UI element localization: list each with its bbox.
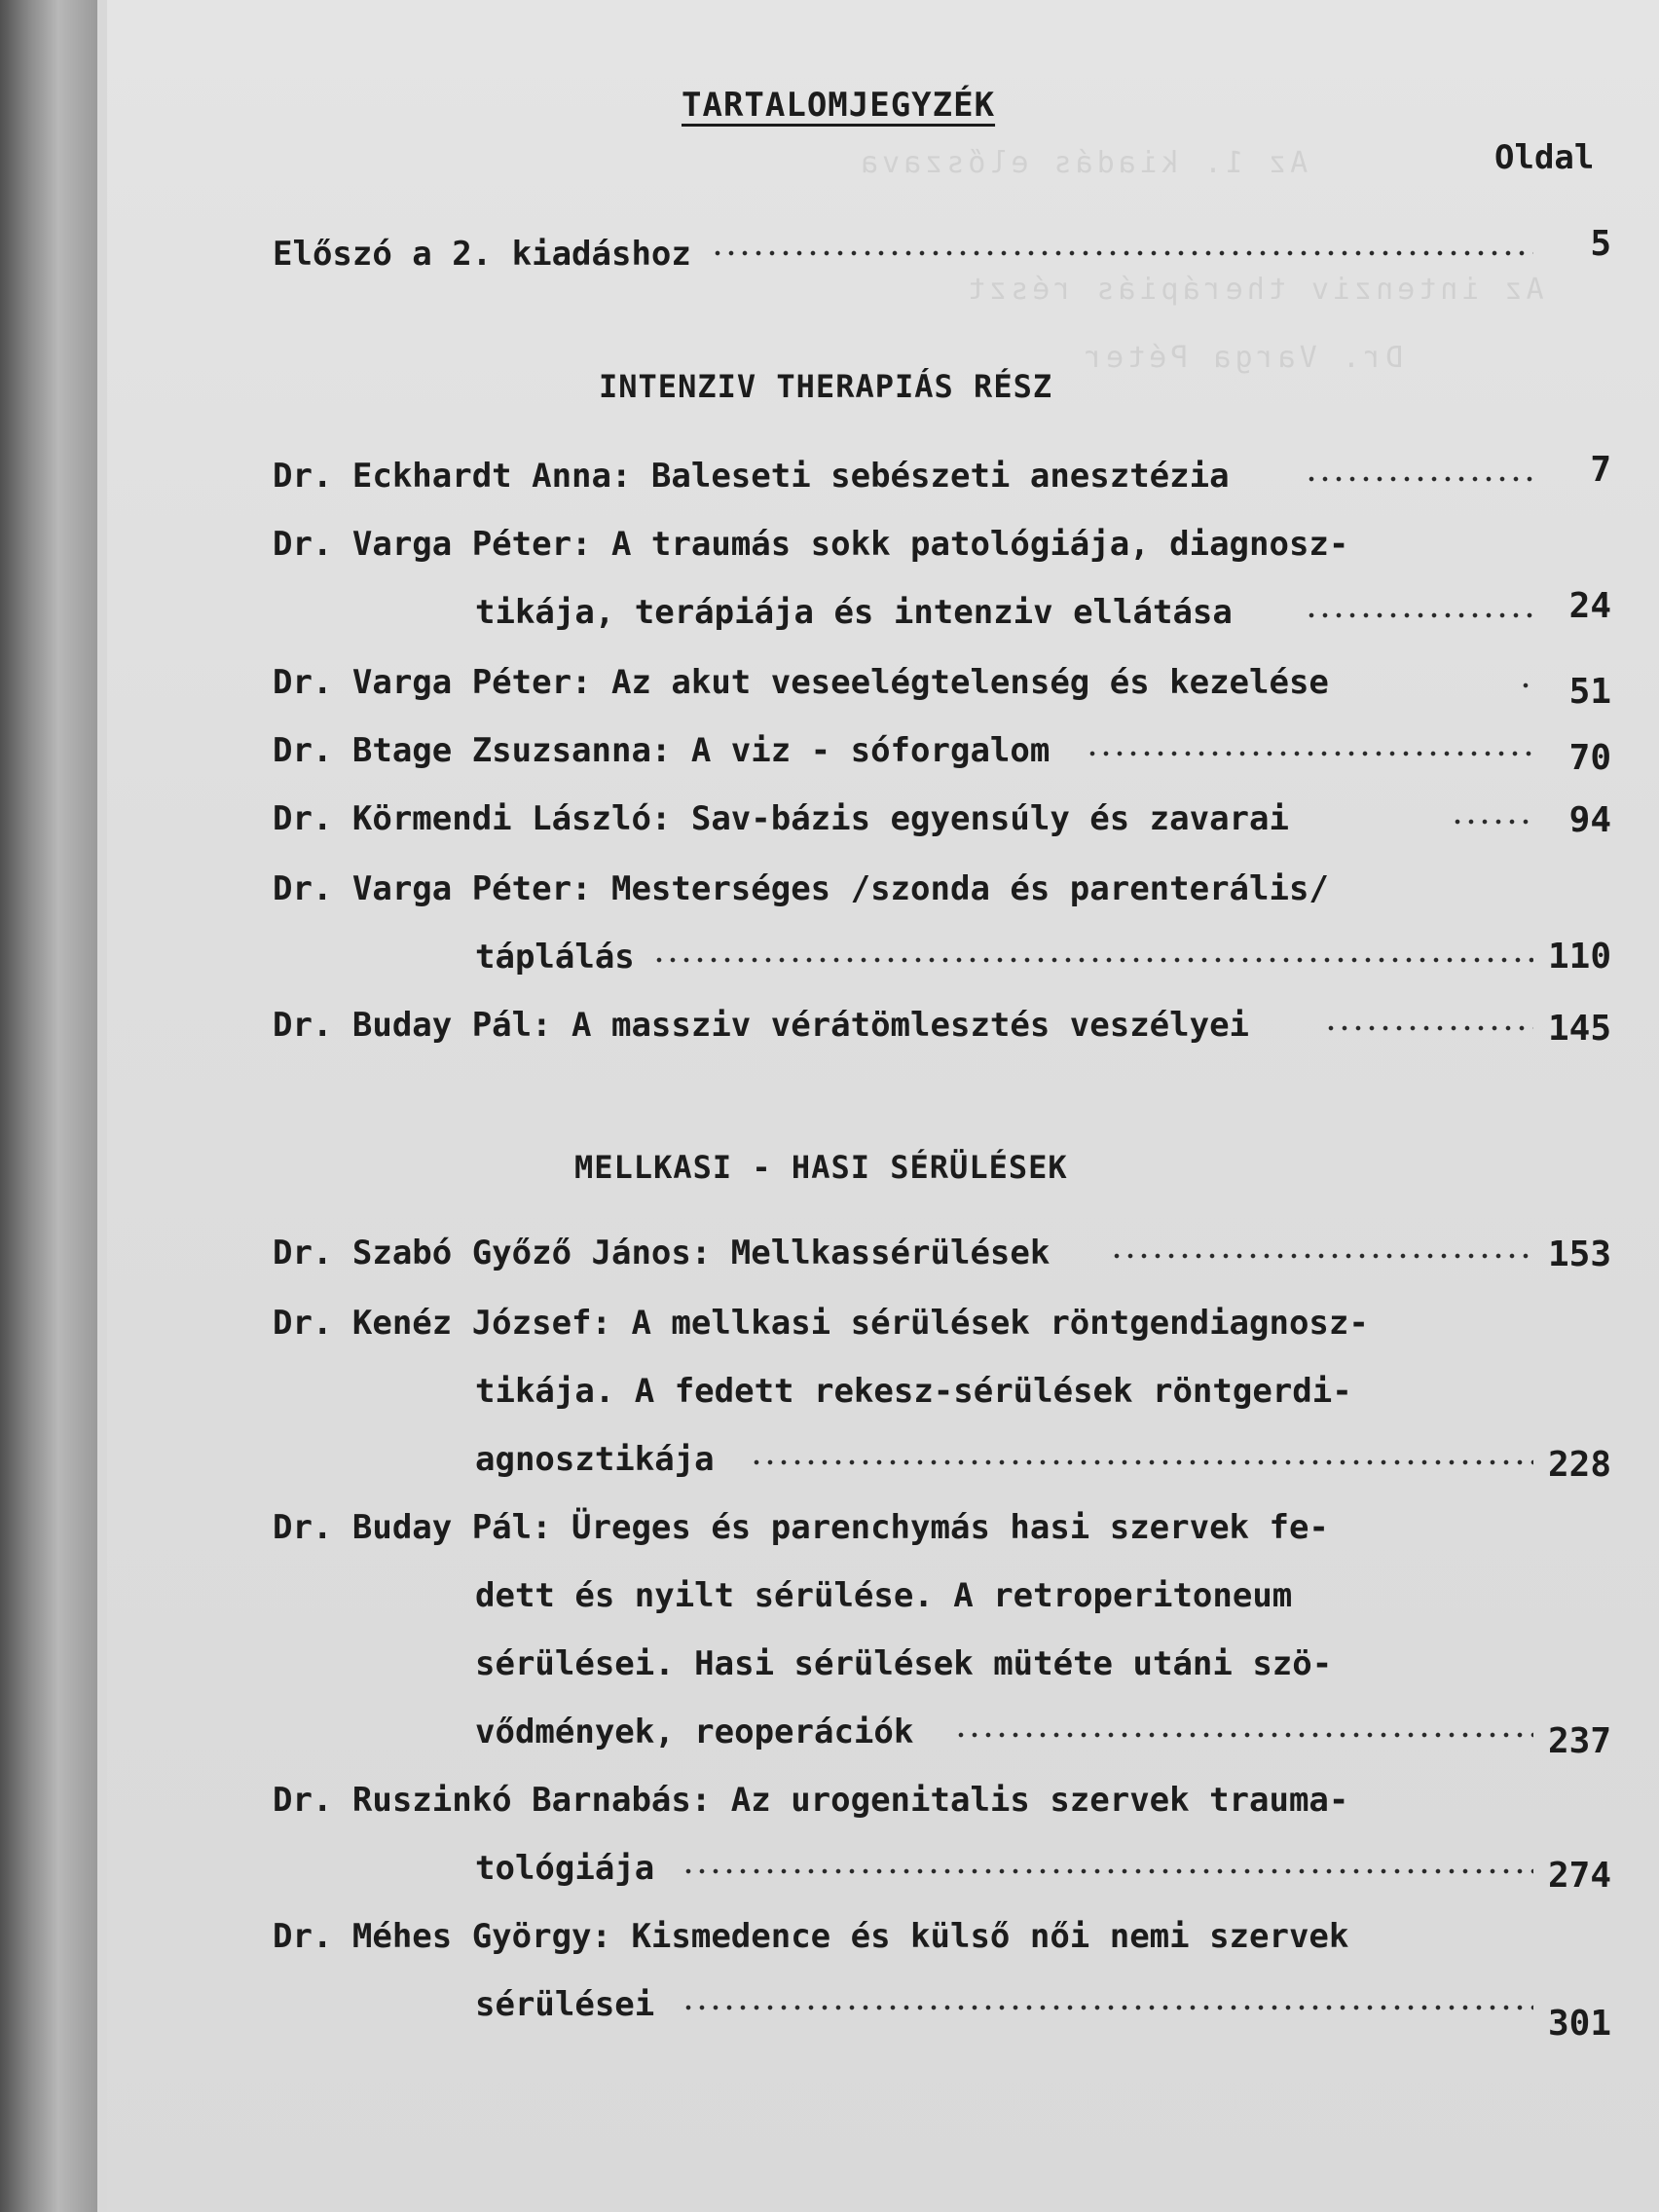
entry-text: Dr. Ruszinkó Barnabás: Az urogenitalis szervek trauma- xyxy=(273,1781,1349,1820)
page-number: 70 xyxy=(1568,738,1611,778)
page-title: TARTALOMJEGYZÉK xyxy=(682,86,996,125)
entry-text: sérülései xyxy=(475,1985,655,2024)
show-through-text: Az 1. kiadás előszava xyxy=(857,146,1309,180)
entry-text: tikája, terápiája és intenziv ellátása xyxy=(475,593,1233,632)
entry-text: táplálás xyxy=(475,938,635,977)
entry-text: dett és nyilt sérülése. A retroperitoneum xyxy=(475,1576,1293,1615)
entry-text: Dr. Varga Péter: Mesterséges /szonda és parenterális/ xyxy=(273,869,1329,908)
entry-text: Dr. Buday Pál: Üreges és parenchymás hasi szervek fe- xyxy=(273,1508,1329,1547)
entry-text: Dr. Varga Péter: A traumás sokk patológiája, diagnosz- xyxy=(273,525,1349,564)
entry-text: vődmények, reoperációk xyxy=(475,1713,914,1751)
entry-text: Dr. Méhes György: Kismedence és külső női nemi szervek xyxy=(273,1917,1349,1956)
page-number: 237 xyxy=(1547,1721,1611,1761)
entry-text: Dr. Szabó Győző János: Mellkassérülések xyxy=(273,1234,1051,1272)
dot-leader xyxy=(652,956,1533,964)
section-heading: MELLKASI - HASI SÉRÜLÉSEK xyxy=(574,1149,1068,1186)
entry-text: Dr. Btage Zsuzsanna: A viz - sóforgalom xyxy=(273,731,1051,770)
show-through-text: Dr. Varga Péter xyxy=(1081,341,1403,375)
page-number: 153 xyxy=(1547,1235,1611,1274)
page-number: 94 xyxy=(1568,800,1611,840)
dot-leader xyxy=(1110,1252,1533,1260)
entry-text: tikája. A fedett rekesz-sérülések röntgerdi- xyxy=(475,1372,1352,1411)
entry-text: Dr. Kenéz József: A mellkasi sérülések röntgendiagnosz- xyxy=(273,1304,1369,1343)
book-binding xyxy=(0,0,97,2212)
entry-text: Dr. Varga Péter: Az akut veseelégtelenség és kezelése xyxy=(273,663,1329,702)
page-number: 301 xyxy=(1547,2004,1611,2044)
section-heading: INTENZIV THERAPIÁS RÉSZ xyxy=(599,368,1053,405)
page-number: 228 xyxy=(1547,1445,1611,1485)
page-number: 7 xyxy=(1590,450,1611,490)
document-page xyxy=(107,0,1659,2212)
dot-leader xyxy=(1086,750,1533,757)
page-number: 145 xyxy=(1547,1009,1611,1049)
page-number: 274 xyxy=(1547,1856,1611,1896)
page-number: 24 xyxy=(1568,586,1611,626)
entry-text: sérülései. Hasi sérülések mütéte utáni szö- xyxy=(475,1644,1333,1683)
entry-text: Dr. Körmendi László: Sav-bázis egyensúly és zavarai xyxy=(273,799,1289,838)
dot-leader xyxy=(750,1458,1533,1466)
entry-text: Dr. Eckhardt Anna: Baleseti sebészeti anesztézia xyxy=(273,457,1230,496)
entry-text: agnosztikája xyxy=(475,1440,715,1479)
page-number: 5 xyxy=(1590,224,1611,264)
page-column-label: Oldal xyxy=(1494,138,1595,177)
dot-leader xyxy=(682,1867,1533,1875)
dot-leader xyxy=(711,249,1533,257)
dot-leader xyxy=(682,2004,1533,2011)
page-number: 110 xyxy=(1547,937,1611,977)
entry-text: Dr. Buday Pál: A massziv vérátömlesztés veszélyei xyxy=(273,1006,1250,1045)
show-through-text: Az intenziv therápiás részt xyxy=(964,273,1544,307)
page-number: 51 xyxy=(1568,672,1611,712)
entry-text: tológiája xyxy=(475,1849,655,1888)
dot-leader xyxy=(954,1731,1533,1739)
entry-text: Előszó a 2. kiadáshoz xyxy=(273,235,691,274)
